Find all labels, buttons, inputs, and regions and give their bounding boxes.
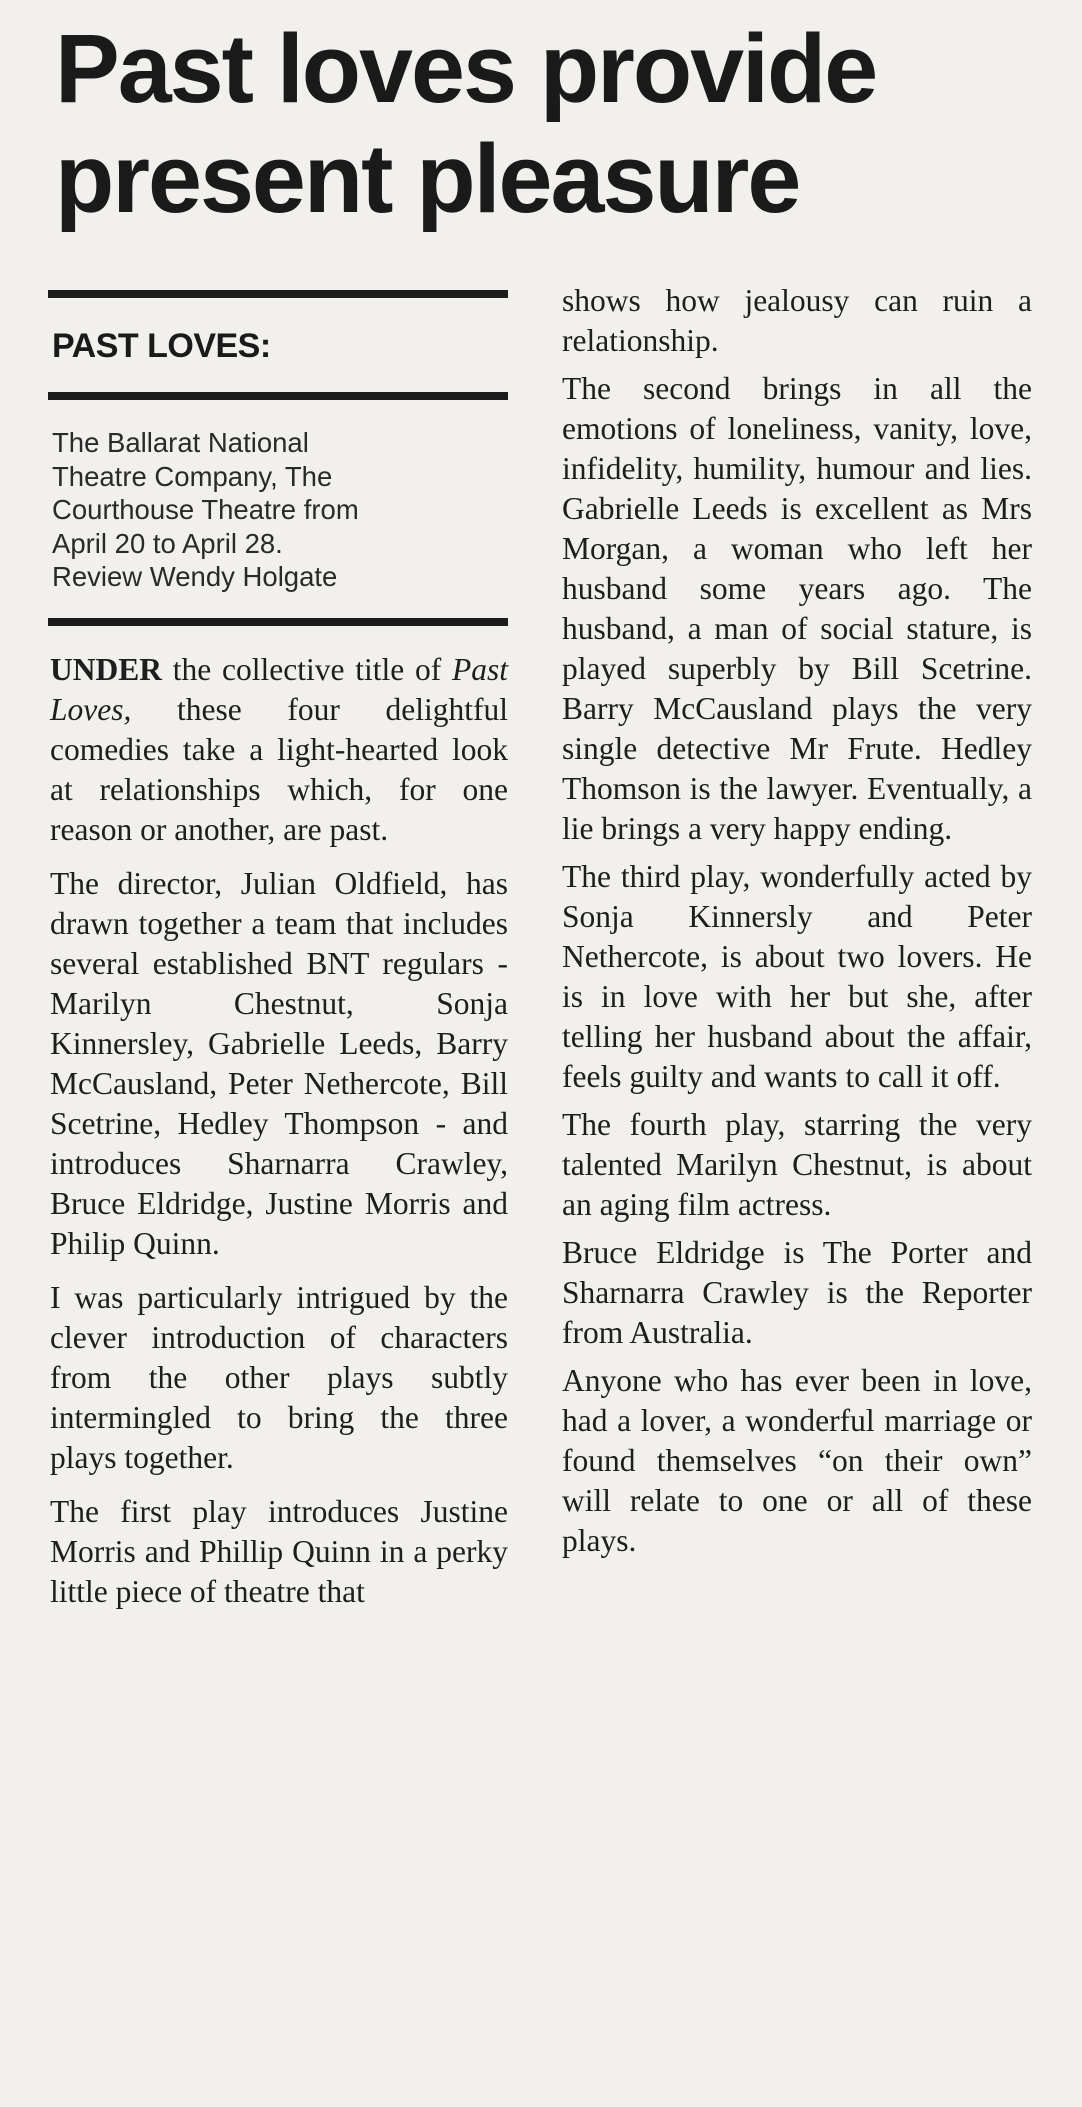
credits-line: April 20 to April 28.	[52, 527, 283, 559]
credits-line: The Ballarat National	[52, 427, 309, 458]
headline-line-1: Past loves provide	[55, 14, 877, 123]
right-column	[562, 281, 1032, 1569]
credits-line: Theatre Company, The	[52, 460, 333, 492]
article-paragraph: shows how jealousy can ruin a relationship.	[562, 283, 1032, 358]
headline	[55, 14, 1045, 234]
article-paragraph: The first play introduces Justine Morris and Phillip Quinn in a perky little piece of theatre that	[50, 1493, 508, 1609]
headline-line-2: present pleasure	[55, 124, 800, 233]
article-paragraph: The fourth play, starring the very talented Marilyn Chestnut, is about an aging film actress.	[562, 1107, 1032, 1222]
production-title: Past Loves,	[50, 651, 508, 727]
article-paragraph: The third play, wonderfully acted by Sonja Kinnersly and Peter Nethercote, is about two lovers. He is in love with her but she, after telling her husband about the affair, feels guilty and wants to call it off.	[562, 859, 1032, 1094]
divider-rule	[48, 392, 508, 400]
credits-line: Review Wendy Holgate	[52, 561, 338, 592]
left-column	[48, 290, 508, 1626]
lead-word: UNDER	[50, 651, 163, 687]
article-paragraph: Bruce Eldridge is The Porter and Sharnarra Crawley is the Reporter from Australia.	[562, 1235, 1032, 1350]
section-label: PAST LOVES:	[52, 327, 271, 365]
article-body-right	[562, 281, 1032, 1561]
divider-rule	[48, 618, 508, 626]
article-paragraph: The director, Julian Oldfield, has drawn together a team that includes several established BNT regulars - Marilyn Chestnut, Sonja Kinnersley, Gabrielle Leeds, Barry McCausland, Peter Nethercote, Bill Scetrine, Hedley Thompson - and introduces Sharnarra Crawley, Bruce Eldridge, Justine Morris and Philip Quinn.	[50, 865, 508, 1261]
article-paragraph: Anyone who has ever been in love, had a lover, a wonderful marriage or found themselves “on their own” will relate to one or all of these plays.	[562, 1363, 1032, 1558]
article-paragraph: The second brings in all the emotions of loneliness, vanity, love, infidelity, humility, humour and lies. Gabrielle Leeds is excellent as Mrs Morgan, a woman who left her husband some years ago. The husband, a man of social stature, is played superbly by Bill Scetrine. Barry McCausland plays the very single detective Mr Frute. Hedley Thomson is the lawyer. Eventually, a lie brings a very happy ending.	[562, 371, 1032, 846]
review-credits	[52, 426, 508, 594]
credits-line: Courthouse Theatre from	[52, 494, 359, 525]
divider-rule	[48, 290, 508, 298]
article-paragraph: I was particularly intrigued by the clever introduction of characters from the other plays subtly intermingled to bring the three plays together.	[50, 1279, 508, 1475]
article-paragraph: UNDER the collective title of Past Loves, these four delightful comedies take a light-hearted look at relationships which, for one reason or another, are past.	[50, 651, 508, 847]
article-body-left	[48, 650, 508, 1612]
